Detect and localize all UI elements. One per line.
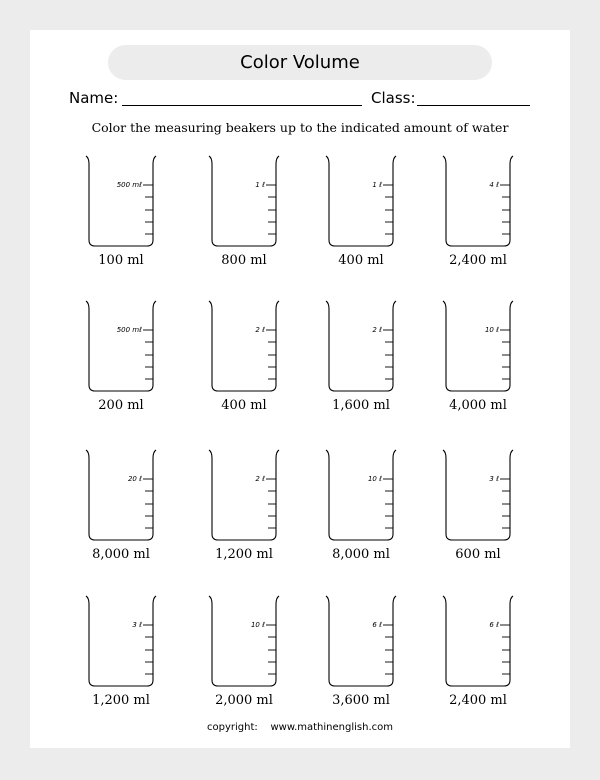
class-label: Class: bbox=[371, 89, 416, 107]
beaker-outline bbox=[442, 450, 520, 546]
site-url: www.mathinenglish.com bbox=[270, 722, 393, 733]
beaker-target-amount: 8,000 ml bbox=[332, 547, 390, 562]
beaker-outline bbox=[85, 596, 163, 692]
beaker[interactable] bbox=[442, 596, 520, 716]
beaker-target-amount: 4,000 ml bbox=[449, 398, 507, 413]
beaker-capacity-label: 500 mℓ bbox=[116, 326, 142, 334]
beaker-capacity-label: 4 ℓ bbox=[489, 181, 499, 189]
beaker-capacity-label: 20 ℓ bbox=[127, 475, 142, 483]
beaker-outline bbox=[85, 156, 163, 252]
beaker-target-amount: 2,400 ml bbox=[449, 693, 507, 708]
beaker-capacity-label: 6 ℓ bbox=[372, 621, 382, 629]
beaker-capacity-label: 3 ℓ bbox=[132, 621, 142, 629]
beaker-outline bbox=[442, 596, 520, 692]
beaker-capacity-label: 3 ℓ bbox=[489, 475, 499, 483]
beaker-capacity-label: 1 ℓ bbox=[255, 181, 265, 189]
name-field-line[interactable] bbox=[122, 105, 362, 106]
beaker[interactable] bbox=[85, 596, 163, 716]
copyright-label: copyright: bbox=[207, 722, 258, 733]
beaker-capacity-label: 2 ℓ bbox=[372, 326, 382, 334]
beaker-capacity-label: 2 ℓ bbox=[255, 475, 265, 483]
beaker-capacity-label: 2 ℓ bbox=[255, 326, 265, 334]
beaker-target-amount: 1,200 ml bbox=[215, 547, 273, 562]
beaker-target-amount: 400 ml bbox=[338, 253, 384, 268]
beaker-target-amount: 8,000 ml bbox=[92, 547, 150, 562]
beaker-outline bbox=[325, 156, 403, 252]
beaker[interactable] bbox=[325, 596, 403, 716]
beaker-capacity-label: 500 mℓ bbox=[116, 181, 142, 189]
beaker-outline bbox=[325, 301, 403, 397]
beaker[interactable] bbox=[85, 156, 163, 276]
beaker-target-amount: 2,000 ml bbox=[215, 693, 273, 708]
beaker-target-amount: 1,200 ml bbox=[92, 693, 150, 708]
beaker[interactable] bbox=[85, 450, 163, 570]
beaker-outline bbox=[208, 156, 286, 252]
beaker-outline bbox=[442, 156, 520, 252]
beaker-outline bbox=[325, 596, 403, 692]
instruction-text: Color the measuring beakers up to the indicated amount of water bbox=[91, 120, 509, 135]
beaker-outline bbox=[208, 596, 286, 692]
beaker[interactable] bbox=[325, 450, 403, 570]
beaker[interactable] bbox=[442, 301, 520, 421]
class-field-line[interactable] bbox=[417, 105, 530, 106]
beaker-outline bbox=[325, 450, 403, 546]
beaker[interactable] bbox=[442, 450, 520, 570]
beaker[interactable] bbox=[208, 301, 286, 421]
beaker-capacity-label: 10 ℓ bbox=[367, 475, 382, 483]
beaker-outline bbox=[208, 301, 286, 397]
beaker-target-amount: 2,400 ml bbox=[449, 253, 507, 268]
beaker-target-amount: 400 ml bbox=[221, 398, 267, 413]
name-label: Name: bbox=[69, 89, 119, 107]
beaker[interactable] bbox=[442, 156, 520, 276]
beaker[interactable] bbox=[208, 596, 286, 716]
beaker-target-amount: 800 ml bbox=[221, 253, 267, 268]
beaker-target-amount: 200 ml bbox=[98, 398, 144, 413]
beaker[interactable] bbox=[85, 301, 163, 421]
beaker-outline bbox=[208, 450, 286, 546]
beaker-capacity-label: 6 ℓ bbox=[489, 621, 499, 629]
beaker[interactable] bbox=[208, 156, 286, 276]
worksheet-page bbox=[30, 30, 570, 748]
beaker[interactable] bbox=[208, 450, 286, 570]
beaker-target-amount: 600 ml bbox=[455, 547, 501, 562]
beaker-target-amount: 1,600 ml bbox=[332, 398, 390, 413]
beaker-target-amount: 100 ml bbox=[98, 253, 144, 268]
beaker-outline bbox=[85, 450, 163, 546]
footer bbox=[30, 722, 570, 733]
beaker[interactable] bbox=[325, 156, 403, 276]
beaker-target-amount: 3,600 ml bbox=[332, 693, 390, 708]
beaker-outline bbox=[85, 301, 163, 397]
beaker-capacity-label: 10 ℓ bbox=[484, 326, 499, 334]
beaker[interactable] bbox=[325, 301, 403, 421]
worksheet-title: Color Volume bbox=[108, 45, 492, 80]
beaker-capacity-label: 10 ℓ bbox=[250, 621, 265, 629]
beaker-outline bbox=[442, 301, 520, 397]
beaker-capacity-label: 1 ℓ bbox=[372, 181, 382, 189]
